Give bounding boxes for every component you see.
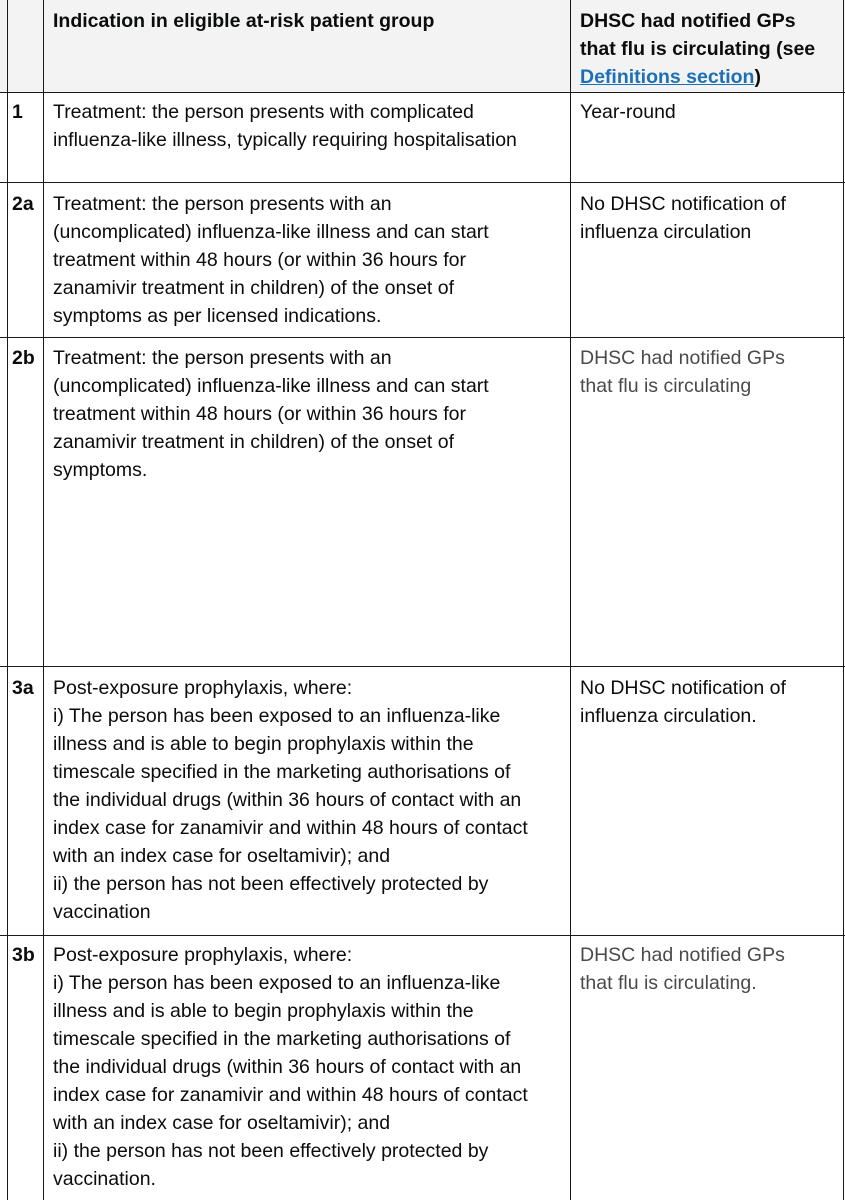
row-indication: Post-exposure prophylaxis, where: i) The person has been exposed to an influenza-like illness and is able to begin prophylaxis within the timescale specified in the marketing authorisations of the individual drugs (within 36 hours of contact with an index case for zanamivir and within 48 hours of contact with an index case for oseltamivir); and ii) the person has not been effectively protected by vaccination: [53, 677, 528, 923]
row-number: 1: [12, 101, 23, 123]
row-number: 3b: [12, 944, 35, 966]
row-indication: Treatment: the person presents with complicated influenza-like illness, typically requiring hospitalisation: [53, 101, 517, 151]
header-indication: Indication in eligible at-risk patient group: [53, 10, 435, 32]
table-divider-number: [43, 0, 44, 1200]
table-border-left: [7, 0, 8, 1200]
row-indication: Treatment: the person presents with an (uncomplicated) influenza-like illness and can start treatment within 48 hours (or within 36 hours for zanamivir treatment in children) of the onset of symptoms.: [53, 347, 489, 481]
row-notification: DHSC had notified GPs that flu is circulating.: [580, 944, 785, 994]
row-divider: [0, 92, 845, 93]
row-number: 3a: [12, 677, 34, 699]
row-divider: [0, 666, 845, 667]
row-divider: [0, 182, 845, 183]
row-notification: No DHSC notification of influenza circulation.: [580, 677, 786, 727]
row-number: 2a: [12, 193, 34, 215]
row-divider: [0, 935, 845, 936]
row-notification: DHSC had notified GPs that flu is circulating: [580, 347, 785, 397]
table-border-right: [843, 0, 844, 1200]
row-divider: [0, 337, 845, 338]
row-indication: Treatment: the person presents with an (uncomplicated) influenza-like illness and can start treatment within 48 hours (or within 36 hours for zanamivir treatment in children) of the onset of symptoms as per licensed indications.: [53, 193, 489, 327]
header-notification: DHSC had notified GPs that flu is circulating (see Definitions section): [580, 10, 816, 88]
row-notification: No DHSC notification of influenza circulation: [580, 193, 786, 243]
table-divider-notification: [570, 0, 571, 1200]
row-indication: Post-exposure prophylaxis, where: i) The person has been exposed to an influenza-like illness and is able to begin prophylaxis within the timescale specified in the marketing authorisations of the individual drugs (within 36 hours of contact with an index case for zanamivir and within 48 hours of contact with an index case for oseltamivir); and ii) the person has not been effectively protected by vaccination.: [53, 944, 528, 1190]
row-notification: Year-round: [580, 101, 676, 123]
row-number: 2b: [12, 347, 35, 369]
definitions-section-link[interactable]: Definitions section: [580, 66, 755, 88]
